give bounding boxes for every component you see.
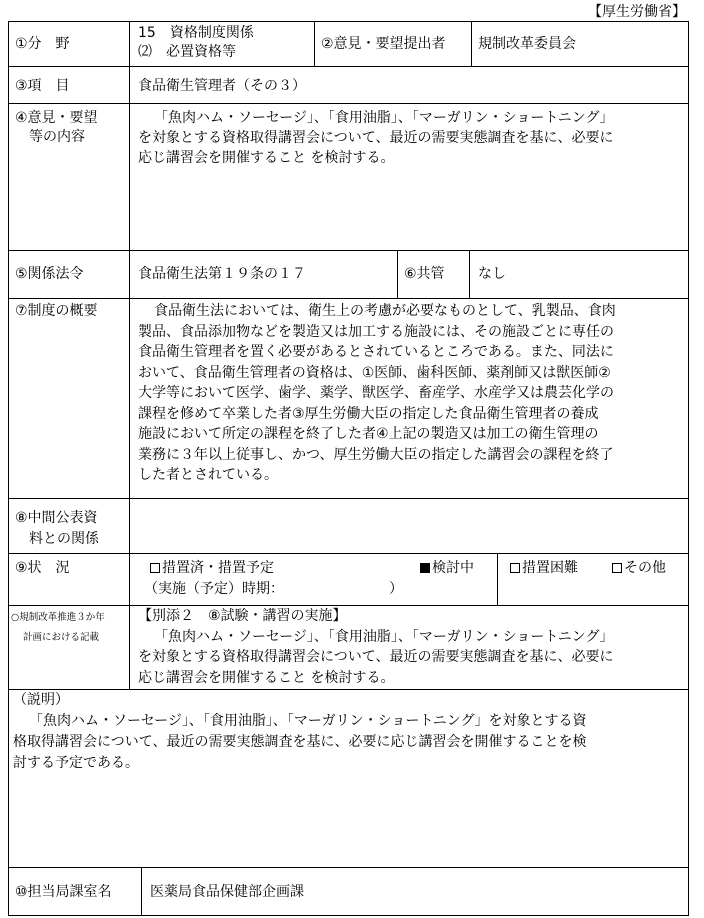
explanation-line: 格取得講習会について、最近の需要実態調査を基に、必要に応じ講習会を開催することを検 — [13, 734, 587, 750]
status-option-difficult: 措置困難 — [510, 559, 578, 577]
joint-value: なし — [478, 266, 506, 282]
status-option-review: 検討中 — [420, 559, 474, 577]
bureau-label: ⑩担当局課室名 — [15, 884, 112, 900]
plan-line: 「魚肉ハム・ソーセージ」、「食用油脂」、「マーガリン・ショートニング」 — [154, 628, 614, 645]
row-law — [9, 250, 688, 299]
plan-heading: 【別添２ ⑧試験・講習の実施】 — [138, 608, 347, 624]
checkbox-empty-icon — [150, 563, 160, 573]
row-system — [9, 298, 688, 499]
field-value-line2: ⑵ 必置資格等 — [138, 44, 236, 60]
system-line: した者とされている。 — [138, 467, 278, 483]
law-value: 食品衛生法第１９条の１７ — [138, 266, 306, 282]
system-line: 業務に３年以上従事し、かつ、厚生労働大臣の指定した講習会の課程を終了 — [138, 446, 614, 463]
status-schedule: （実施（予定）時期： ） — [144, 581, 403, 597]
row-bureau — [9, 867, 688, 915]
status-label: ⑨状 況 — [15, 560, 70, 576]
system-line: おいて、食品衛生管理者の資格は、①医師、歯科医師、薬剤師又は獣医師② — [138, 364, 611, 381]
joint-label: ⑥共管 — [404, 266, 445, 282]
row-explanation — [9, 689, 688, 868]
plan-line: 応じ講習会を開催すること を検討する。 — [138, 669, 395, 686]
submitter-label: ②意見・要望提出者 — [321, 36, 446, 52]
row-plan — [9, 605, 688, 690]
opinion-label-line2: 等の内容 — [29, 129, 85, 145]
plan-label-line1: ○規制改革推進３か年 — [11, 612, 105, 623]
status-option-done: 措置済・措置予定 — [150, 559, 274, 577]
opinion-line: 応じ講習会を開催すること を検討する。 — [138, 150, 395, 166]
row-field — [9, 22, 688, 66]
row-item — [9, 66, 688, 104]
opinion-line: 「魚肉ハム・ソーセージ」、「食用油脂」、「マーガリン・ショートニング」 — [154, 110, 614, 126]
row-interim — [9, 498, 688, 554]
status-option-other: その他 — [612, 559, 666, 577]
plan-label-line2: 計画における記載 — [23, 632, 100, 643]
interim-label-line1: ⑧中間公表資 — [15, 510, 98, 526]
ministry-name: 【厚生労働省】 — [588, 4, 686, 20]
plan-line: を対象とする資格取得講習会について、最近の需要実態調査を基に、必要に — [138, 649, 614, 665]
field-label: ①分 野 — [15, 36, 70, 52]
system-line: 施設において所定の課程を終了した者④上記の製造又は加工の衛生管理の — [138, 426, 599, 442]
opinion-table — [8, 21, 689, 916]
system-label: ⑦制度の概要 — [15, 303, 98, 319]
item-label: ③項 目 — [15, 78, 70, 94]
checkbox-filled-icon — [420, 563, 430, 573]
item-value: 食品衛生管理者（その３） — [138, 78, 306, 94]
field-value-line1: 15 資格制度関係 — [138, 25, 254, 41]
explanation-line: 討する予定である。 — [13, 755, 139, 771]
bureau-value: 医薬局食品保健部企画課 — [150, 884, 304, 900]
system-line: 大学等において医学、歯学、薬学、獣医学、畜産学、水産学又は農芸化学の — [138, 385, 614, 401]
row-opinion — [9, 103, 688, 251]
opinion-line: を対象とする資格取得講習会について、最近の需要実態調査を基に、必要に — [138, 130, 614, 146]
checkbox-empty-icon — [510, 563, 520, 573]
system-line: 課程を修めて卒業した者③厚生労働大臣の指定した食品衛生管理者の養成 — [138, 405, 599, 422]
explanation-line: 「魚肉ハム・ソーセージ」、「食用油脂」、「マーガリン・ショートニング」を対象とする資 — [29, 713, 587, 729]
submitter-value: 規制改革委員会 — [478, 36, 576, 52]
law-label: ⑤関係法令 — [15, 266, 84, 282]
row-status — [9, 553, 688, 606]
opinion-label-line1: ④意見・要望 — [15, 110, 98, 126]
interim-label-line2: 料との関係 — [29, 531, 99, 547]
system-line: 食品衛生管理者を置く必要があるとされているところである。また、同法に — [138, 344, 614, 360]
system-line: 食品衛生法においては、衛生上の考慮が必要なものとして、乳製品、食肉 — [154, 303, 616, 319]
checkbox-empty-icon — [612, 563, 622, 573]
explanation-label: （説明） — [13, 692, 69, 708]
system-line: 製品、食品添加物などを製造又は加工する施設には、その施設ごとに専任の — [138, 323, 614, 340]
